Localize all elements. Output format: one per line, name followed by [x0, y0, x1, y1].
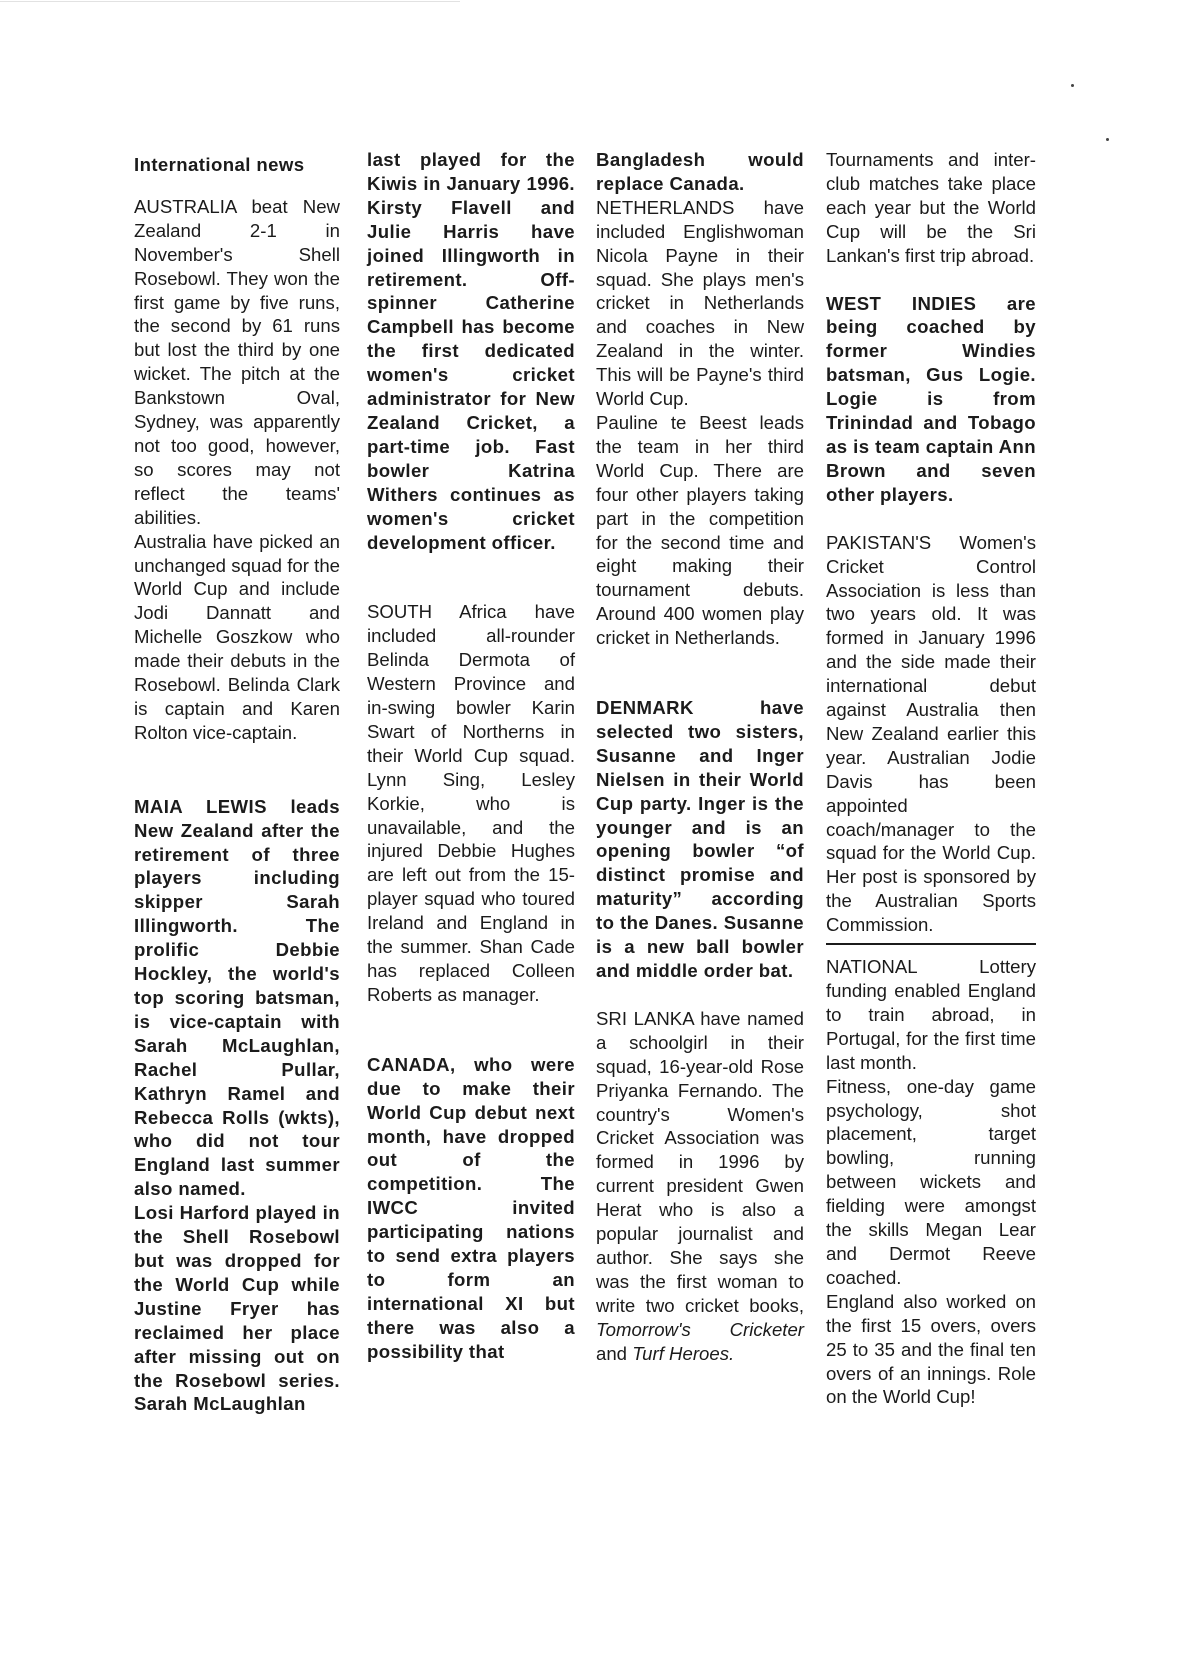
book-title-2: Turf Heroes.: [632, 1342, 735, 1364]
new-zealand-paragraph: MAIA LEWIS leads New Zealand after the retirement of three players including skipper Sarah Illingworth. The prolific Debbie Hockley, the world's top scoring batsman, is vice-captain with Sarah McLaughlan, Rachel Pullar, Kathryn Ramel and Rebecca Rolls (wkts), who did not tour England last summer also named.: [134, 795, 340, 1200]
west-indies-paragraph: WEST INDIES are being coached by former Windies batsman, Gus Logie. Logie is from Trinindad and Tobago as is team captain Ann Brown and seven other players.: [826, 292, 1036, 505]
pakistan-paragraph: PAKISTAN'S Women's Cricket Control Association is less than two years old. It was formed in January 1996 and the side made their international debut against Australia then New Zealand earlier this year. Australian Jodie Davis has been appointed coach/manager to the squad for the World Cup. Her post is sponsored by the Australian Sports Commission.: [826, 531, 1036, 936]
denmark-paragraph: DENMARK have selected two sisters, Susanne and Inger Nielsen in their World Cup party. Inger is the younger and is an opening bowler “of distinct promise and maturity” according to the Danes. Susanne is a new ball bowler and middle order bat.: [596, 697, 804, 981]
new-zealand-retirement-paragraph: last played for the Kiwis in January 1996. Kirsty Flavell and Julie Harris have joined Illingworth in retirement. Off-spinner Catherine Campbell has become the first dedicated women's cricket administrator for New Zealand Cricket, a part-time job. Fast bowler Katrina Withers continues as women's cricket development officer.: [367, 149, 575, 553]
column-3: [596, 148, 804, 1366]
sri-lanka-tournaments-paragraph: Tournaments and inter-club matches take place each year but the World Cup will be the Sri Lankan's first trip abroad.: [826, 149, 1036, 266]
and-word: and: [596, 1342, 628, 1364]
sri-lanka-paragraph: [596, 1007, 804, 1366]
australia-paragraph: AUSTRALIA beat New Zealand 2-1 in November's Shell Rosebowl. They won the first game by five runs, the second by 61 runs but lost the third by one wicket. The pitch at the Bankstown Oval, Sydney, was apparently not too good, however, so scores may not reflect the teams' abilities.: [134, 195, 340, 528]
sri-lanka-text: SRI LANKA have named a schoolgirl in their squad, 16-year-old Rose Priyanka Fernando. The country's Women's Cricket Association was formed in 1996 by current president Gwen Herat who is also a popular journalist and author. She says she was the first woman to write two cricket books,: [596, 1007, 804, 1316]
section-heading: International news: [134, 154, 305, 175]
scan-edge-line: [0, 1, 460, 2]
column-2: [367, 148, 575, 1364]
scan-speck: [1106, 138, 1109, 141]
scan-speck: [1071, 84, 1074, 87]
netherlands-team-paragraph: Pauline te Beest leads the team in her third World Cup. There are four other players taking part in the competition for the second time and eight making their tournament debuts. Around 400 women play cricket in Netherlands.: [596, 411, 804, 649]
column-4: [826, 148, 1036, 1409]
column-1: [134, 148, 340, 1416]
bangladesh-paragraph: Bangladesh would replace Canada.: [596, 149, 804, 194]
fitness-paragraph: Fitness, one-day game psychology, shot placement, target bowling, running between wickets and fielding were amongst the skills Megan Lear and Dermot Reeve coached.: [826, 1075, 1036, 1288]
new-zealand-continued-paragraph: Losi Harford played in the Shell Rosebowl but was dropped for the World Cup while Justine Fryer has reclaimed her place after missing out on the Rosebowl series. Sarah McLaughlan: [134, 1202, 340, 1415]
national-lottery-paragraph: NATIONAL Lottery funding enabled England to train abroad, in Portugal, for the first time last month.: [826, 956, 1036, 1073]
australia-squad-paragraph: Australia have picked an unchanged squad for the World Cup and include Jodi Dannatt and Michelle Goszkow who made their debuts in the Rosebowl. Belinda Clark is captain and Karen Rolton vice-captain.: [134, 530, 340, 743]
section-divider: [826, 943, 1036, 945]
south-africa-paragraph: SOUTH Africa have included all-rounder Belinda Dermota of Western Province and in-swing bowler Karin Swart of Northerns in their World Cup squad. Lynn Sing, Lesley Korkie, who is unavailable, and the injured Debbie Hughes are left out from the 15-player squad who toured Ireland and England in the summer. Shan Cade has replaced Colleen Roberts as manager.: [367, 601, 575, 1005]
netherlands-paragraph: NETHERLANDS have included Englishwoman Nicola Payne in their squad. She plays men's cricket in Netherlands and coaches in New Zealand in the winter. This will be Payne's third World Cup.: [596, 196, 804, 410]
england-training-paragraph: England also worked on the first 15 overs, overs 25 to 35 and the final ten overs of an innings. Role on the World Cup!: [826, 1290, 1036, 1408]
canada-paragraph: CANADA, who were due to make their World Cup debut next month, have dropped out of the competition. The IWCC invited participating nations to send extra players to form an international XI but there was also a possibility that: [367, 1053, 575, 1362]
book-title-1: Tomorrow's Cricketer: [596, 1318, 804, 1340]
